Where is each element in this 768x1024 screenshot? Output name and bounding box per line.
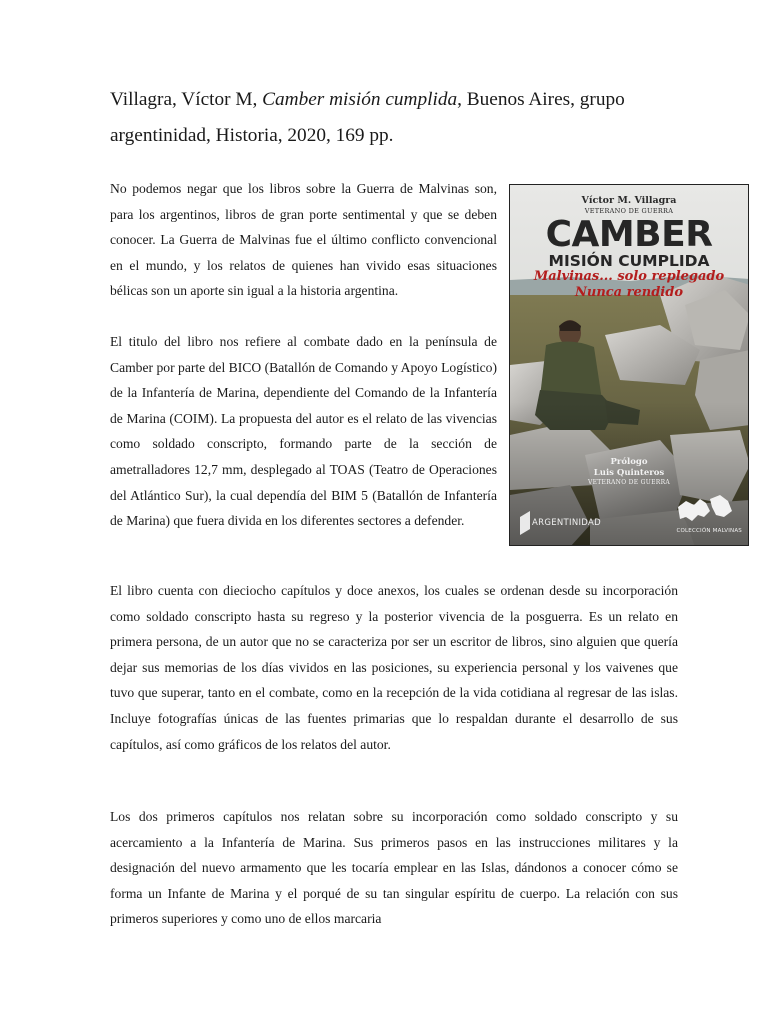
cover-tagline: Malvinas... solo replegado bbox=[533, 269, 725, 284]
cover-collection-label: COLECCIÓN MALVINAS bbox=[676, 528, 742, 534]
cover-veteran-label: VETERANO DE GUERRA bbox=[584, 207, 674, 215]
book-citation bbox=[110, 82, 680, 154]
cover-subtitle: MISIÓN CUMPLIDA bbox=[548, 252, 710, 270]
paragraph-intro: No podemos negar que los libros sobre la Guerra de Malvinas son, para los argentinos, libros de gran porte sentimental y que se deben conocer. La Guerra de Malvinas fue el último conflicto convencional en el mundo, y los relatos de quienes han vivido esas situaciones bélicas son un aporte sin igual a la historia argentina. bbox=[110, 181, 497, 299]
paragraph-first-chapters: Los dos primeros capítulos nos relatan sobre su incorporación como soldado conscripto y su acercamiento a la Infantería de Marina. Sus primeros pasos en las instrucciones militares y la designación del nuevo armamento que les tocaría emplear en las Islas, dándonos a conocer cómo se forma un Infante de Marina y el porqué de su tan singular espíritu de cuerpo. La relación con sus primeros superiores y como uno de ellos marcaria bbox=[110, 809, 678, 927]
paragraph-title-meaning: El titulo del libro nos refiere al combate dado en la península de Camber por parte del BICO (Batallón de Comando y Apoyo Logístico) de la Infantería de Marina, dependiente del Comando de la Infantería de Marina (COIM). La propuesta del autor es el relato de las vivencias como soldado conscripto, formando parte de la sección de ametralladores 12,7 mm, desplegado al TOAS (Teatro de Operaciones del Atlántico Sur), la cual dependía del BIM 5 (Batallón de Infantería de Marina) que fuera divida en los diferentes sectores a defender. bbox=[110, 334, 497, 529]
cover-prologue-veteran-label: VETERANO DE GUERRA bbox=[587, 479, 671, 486]
cover-author: Víctor M. Villagra bbox=[581, 195, 677, 206]
cover-prologue-author: Luis Quinteros bbox=[593, 468, 665, 478]
citation-details: , Buenos Aires, grupo argentinidad, Historia, 2020, 169 pp. bbox=[110, 89, 625, 146]
citation-book-title: Camber misión cumplida bbox=[262, 89, 458, 110]
cover-title: CAMBER bbox=[545, 214, 713, 255]
paragraph-structure: El libro cuenta con dieciocho capítulos y doce anexos, los cuales se ordenan desde su incorporación como soldado conscripto hasta su regreso y la posterior vivencia de la posguerra. Es un relato en primera persona, de un autor que no se caracteriza por ser un escritor de libros, sino alguien que quería dejar sus memorias de los días vividos en las posiciones, su experiencia personal y los vaivenes que tuvo que superar, tanto en el combate, como en la recepción de la vida cotidiana al regresar de las islas. Incluye fotografías únicas de las fuentes primarias que lo respaldan durante el desarrollo de sus capítulos, así como gráficos de los relatos del autor. bbox=[110, 583, 678, 752]
cover-tagline-2: Nunca rendido bbox=[574, 285, 683, 300]
cover-prologue-label: Prólogo bbox=[610, 457, 648, 467]
book-cover-image bbox=[509, 184, 749, 546]
cover-publisher-logo: ARGENTINIDAD bbox=[532, 518, 601, 528]
citation-author: Villagra, Víctor M, bbox=[110, 89, 263, 110]
